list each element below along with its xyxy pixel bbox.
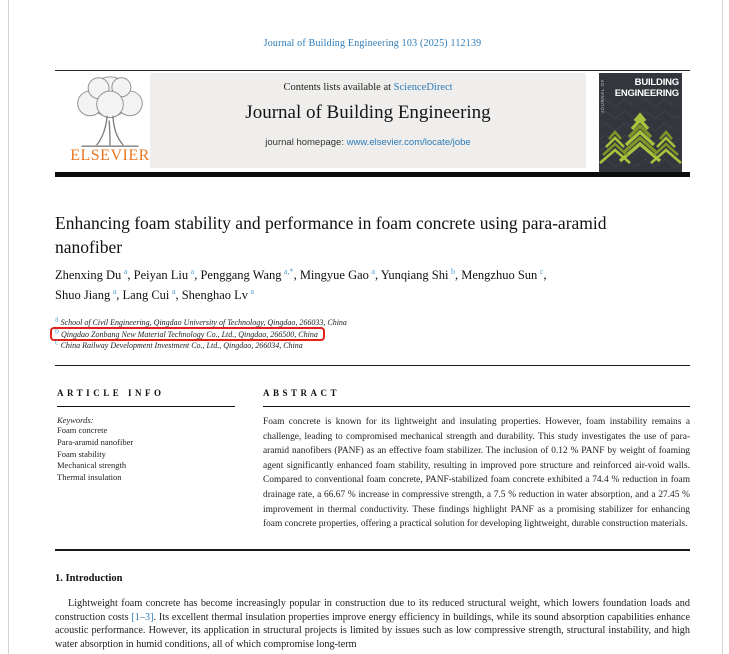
article-info-column (57, 388, 235, 484)
intro-text-before-ref: Lightweight foam concrete has become increasingly popular in construction due to its reduced structural weight, which lowers foundation loads and construction costs (55, 598, 690, 623)
keyword-item: Mechanical strength (57, 460, 127, 471)
abstract-text: Foam concrete is known for its lightweight and insulating properties. However, foam instability remains a challenge, leading to compromised mechanical strength and durability. This study investigates the use of para-aramid nanofibers (PANF) as an effective foam stabilizer. The inclusion of 0.12 % PANF by weight of foaming agent significantly enhanced foam stability, resulting in improved pore structure and reinforced air-void walls. Compared to conventional foam concrete, PANF-stabilized foam concrete exhibited a 74.4 % reduction in foam drainage rate, a 66.67 % increase in compressive strength, a 7.5 % reduction in water absorption, and a 27.45 % improvement in thermal conductivity. These findings highlight PANF as a promising stabilizer for enhancing foam concrete properties, offering a practical solution for developing lightweight, durable construction materials. (263, 417, 690, 530)
author-affiliation-superscript: a (171, 286, 176, 296)
author-affiliation-superscript: a (123, 266, 128, 276)
header-top-rule (55, 70, 690, 71)
contents-line (150, 82, 586, 93)
keyword-item: Thermal insulation (57, 472, 122, 483)
author-affiliation-superscript: a (250, 286, 255, 296)
article-title: Enhancing foam stability and performance in foam concrete using para-aramid nanofiber (55, 213, 607, 257)
journal-homepage-link[interactable]: www.elsevier.com/locate/jobe (346, 137, 471, 148)
affiliation-text: $^a$ School of Civil Engineering, Qingdao University of Technology, Qingdao, 266033, China (55, 314, 347, 327)
author: Mingyue Gao $^a$ (299, 266, 375, 282)
author: Yunqiang Shi $^b$ (380, 266, 455, 282)
introduction-heading: 1. Introduction (55, 573, 123, 584)
cover-journal-of-label: JOURNAL OF (600, 79, 605, 114)
homepage-prefix: journal homepage: (265, 137, 347, 148)
cover-title-line2: ENGINEERING (614, 87, 679, 99)
introduction-paragraph (55, 597, 690, 651)
keyword-item: Foam concrete (57, 425, 108, 435)
author: Peiyan Liu $^a$ (133, 266, 195, 282)
cover-title-line1: BUILDING (634, 77, 679, 88)
elsevier-wordmark: ELSEVIER (70, 147, 150, 164)
elsevier-tree-icon (62, 73, 158, 149)
cover-title (615, 78, 679, 99)
keyword-list (57, 425, 235, 484)
affiliation (55, 325, 690, 341)
article-info-heading: ARTICLE INFO (57, 388, 235, 407)
keywords-label: Keywords: (57, 415, 94, 425)
author: Lang Cui $^a$ (122, 286, 176, 302)
journal-title: Journal of Building Engineering (245, 102, 491, 123)
author: Mengzhuo Sun $^c$ (461, 266, 544, 282)
contents-prefix: Contents lists available at (283, 82, 394, 93)
header-divider-bar (55, 172, 690, 177)
page-edge-left (8, 0, 9, 654)
header-banner (150, 73, 586, 168)
author: Zhenxing Du $^a$ (55, 266, 128, 282)
keyword-item: Para-aramid nanofiber (57, 436, 134, 447)
author-affiliation-superscript: b (450, 266, 455, 276)
homepage-line (150, 137, 586, 148)
intro-text-after-ref: . Its excellent thermal insulation properties improve energy efficiency in buildings, while its sound absorption capabilities enhance acoustic performance. However, its application in structural projects is limited by issues such as low compressive strength, structural instability, and high water absorption in humid conditions, all of which compromise long-term (55, 611, 690, 650)
journal-cover-thumbnail (599, 73, 682, 175)
author-affiliation-superscript: a (112, 286, 117, 296)
author-list: Zhenxing Du $^a$, Peiyan Liu $^a$, Penggang Wang $^{a,*}$, Mingyue Gao $^a$, Yunqiang Shi $^b$, Mengzhuo Sun $^c$, Shuo Jiang $^a$, Lang Cui $^a$, Shenghao Lv $^a$ (55, 266, 547, 302)
author-affiliation-superscript: a (190, 266, 195, 276)
sciencedirect-link[interactable]: ScienceDirect (393, 82, 453, 93)
author: Shenghao Lv $^a$ (181, 286, 255, 302)
affiliation-superscript: c (55, 337, 59, 347)
reference-link-1-3[interactable]: [1–3] (131, 611, 154, 623)
citation-header-link[interactable]: Journal of Building Engineering 103 (2025) 112139 (263, 38, 482, 49)
author-affiliation-superscript: a (371, 266, 375, 276)
author-affiliation-superscript: a,* (284, 266, 294, 276)
author-affiliation-superscript: c (539, 266, 544, 276)
keyword-item: Foam stability (57, 448, 106, 459)
section-rule-bottom (55, 549, 690, 551)
author: Penggang Wang $^{a,*}$ (200, 266, 294, 282)
section-rule-top (55, 365, 690, 366)
affiliation-highlight-annotation: $^b$ Qingdao Zonbang New Material Technology Co., Ltd., Qingdao, 266500, China (55, 325, 318, 339)
affiliation (55, 337, 690, 352)
page-edge-right (722, 0, 723, 654)
affiliation (55, 314, 690, 329)
author: Shuo Jiang $^a$ (55, 286, 117, 302)
affiliation-list (55, 314, 690, 352)
abstract-column (263, 388, 690, 532)
affiliation-text: $^c$ China Railway Development Investment Co., Ltd., Qingdao, 266034, China (55, 337, 303, 351)
affiliation-superscript: a (55, 314, 59, 324)
abstract-heading: ABSTRACT (263, 388, 690, 407)
affiliation-superscript: b (55, 325, 59, 335)
